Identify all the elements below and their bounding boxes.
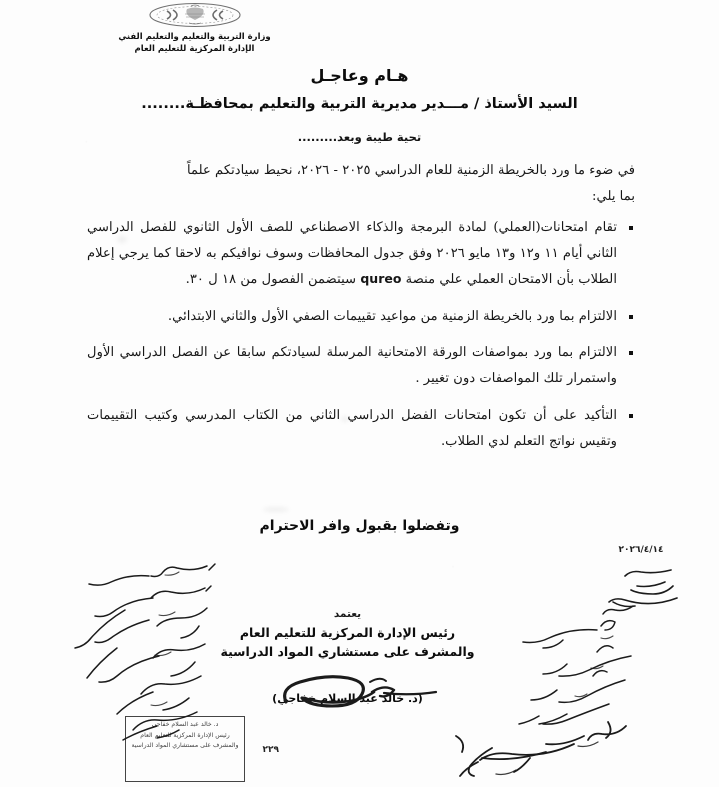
bullet-timeline-commitment [87, 304, 635, 330]
intro-tail: بما يلي: [592, 188, 635, 204]
signer-name: (د. خالد عبد السلام خفاجي) [272, 691, 423, 705]
stamp-line-3: والمشرف على مستشاري المواد الدراسية [131, 742, 239, 750]
scan-smudge [341, 416, 349, 422]
bullet-text: الالتزام بما ورد بالخريطة الزمنية من مواعيد تقييمات الصفي الأول والثاني الابتدائي. [167, 308, 617, 324]
handwritten-note-date [589, 560, 689, 614]
rubber-stamp [125, 716, 245, 782]
intro-paragraph [87, 158, 635, 209]
approval-block [0, 608, 719, 705]
bullet-practical-exams [87, 215, 635, 292]
approver-role-line-2: والمشرف على مستشاري المواد الدراسية [220, 644, 475, 660]
department-name: الإدارة المركزية للتعليم العام [134, 44, 255, 55]
eagle-emblem-icon [147, 2, 243, 28]
bullet-text-before: تقام امتحانات(العملي) لمادة البرمجة والذكاء الاصطناعي للصف الأول الثانوي للفصل الدراسي الثاني أيام ١١ و١٢ و١٣ مايو ٢٠٢٦ وفق جدول المحافظات وسوف نوافيكم به لاحقا كما يرجي إعلام الطلاب بأن الامتحان العملي علي منصة [87, 220, 618, 287]
bullet-exam-paper-specs [87, 340, 635, 391]
document-date: ٢٠٢٦/٤/١٤ [618, 545, 664, 555]
stamp-line-1: د. خالد عبد السلام خفاجي [151, 721, 219, 728]
body-text [87, 158, 635, 465]
bullet-text: الالتزام بما ورد بمواصفات الورقة الامتحانية المرسلة لسيادتكم سابقا عن الفصل الدراسي الأول واستمرار تلك المواصفات دون تغيير . [87, 345, 617, 387]
greeting-line: تحية طيبة وبعد......... [297, 130, 422, 144]
bullet-textbook-source [87, 403, 635, 454]
addressee-line: السيد الأستاذ / مـــدير مديرية التربية والتعليم بمحافظـة........ [141, 96, 578, 112]
stamp-line-2: رئيس الإدارة المركزية للتعليم العام [140, 731, 230, 739]
closing-salutation: وتفضلوا بقبول وافر الاحترام [259, 518, 460, 534]
urgent-heading: هـام وعاجـل [310, 66, 409, 85]
ministry-name: وزارة التربية والتعليم والتعليم الفني [118, 32, 271, 42]
scan-smudge [263, 507, 289, 512]
scan-smudge [117, 236, 127, 243]
platform-name-qureo: qureo [360, 270, 402, 286]
handwritten-note-bottom [426, 718, 641, 786]
approved-word: يعتمد [333, 608, 362, 620]
approver-role-line-1: رئيس الإدارة المركزية للتعليم العام [239, 625, 456, 640]
bullet-text: التأكيد على أن تكون امتحانات الفضل الدراسي الثاني من الكتاب المدرسي وكتيب التقييمات وتقيس نواتج التعلم لدي الطلاب. [87, 407, 617, 449]
letterhead [0, 2, 719, 56]
bullet-text-after: سيتضمن الفصول من ١٨ ل ٣٠. [185, 271, 357, 287]
intro-text: في ضوء ما ورد بالخريطة الزمنية للعام الدراسي ٢٠٢٥ - ٢٠٢٦، نحيط سيادتكم علماً [186, 163, 635, 178]
stamp-reference-number: ٢٢٩ [262, 745, 279, 755]
bullet-list [87, 215, 635, 454]
